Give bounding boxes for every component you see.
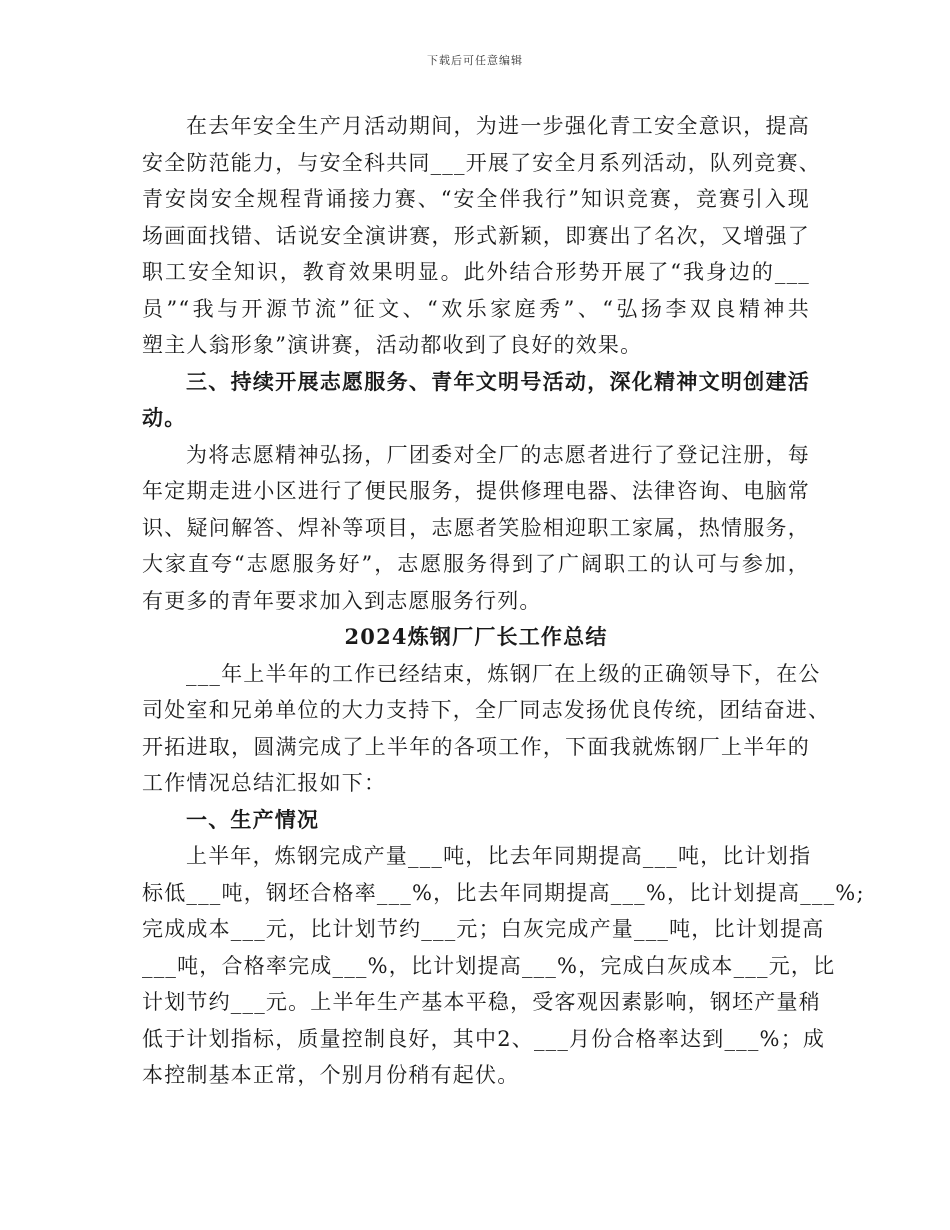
- section-heading-volunteer: [142, 364, 810, 437]
- text-line: ___吨，合格率完成___%，比计划提高___%，完成白灰成本___元，比: [142, 953, 836, 978]
- text-line: 青安岗安全规程背诵接力赛、“安全伴我行”知识竞赛，竞赛引入现: [142, 187, 810, 211]
- text-line: 在去年安全生产月活动期间，为进一步强化青工安全意识，提高: [186, 114, 810, 138]
- heading-line: 一、生产情况: [186, 806, 320, 832]
- text-line: 本控制基本正常，个别月份稍有起伏。: [142, 1063, 520, 1087]
- text-line: 塑主人翁形象”演讲赛，活动都收到了良好的效果。: [142, 333, 643, 357]
- text-line: 年定期走进小区进行了便民服务，提供修理电器、法律咨询、电脑常: [142, 479, 810, 503]
- text-line: 司处室和兄弟单位的大力支持下，全厂同志发扬优良传统，团结奋进、: [142, 698, 831, 722]
- text-line: 大家直夸“志愿服务好”，志愿服务得到了广阔职工的认可与参加，: [142, 552, 810, 576]
- heading-line: 动。: [142, 405, 187, 430]
- text-line: 为将志愿精神弘扬，厂团委对全厂的志愿者进行了登记注册，每: [186, 442, 810, 467]
- text-line: 低于计划指标，质量控制良好，其中2、___月份合格率达到___%；成: [142, 1026, 826, 1051]
- text-line: 员”“我与开源节流”征文、“欢乐家庭秀”、“弘扬李双良精神共: [142, 296, 810, 321]
- document-body: [142, 108, 865, 1094]
- text-line: 开拓进取，圆满完成了上半年的各项工作，下面我就炼钢厂上半年的: [142, 734, 810, 759]
- section-heading-production: [142, 802, 810, 839]
- text-line: ___年上半年的工作已经结束，炼钢厂在上级的正确领导下，在公: [186, 661, 821, 686]
- paragraph-safety-month: [142, 108, 821, 364]
- heading-line: 三、持续开展志愿服务、青年文明号活动，深化精神文明创建活: [186, 368, 810, 394]
- paragraph-intro: [142, 656, 831, 802]
- text-line: 标低___吨，钢坯合格率___%，比去年同期提高___%，比计划提高___%;: [142, 880, 865, 905]
- text-line: 上半年，炼钢完成产量___吨，比去年同期提高___吨，比计划指: [186, 844, 812, 868]
- text-line: 工作情况总结汇报如下：: [142, 771, 387, 795]
- text-line: 安全防范能力，与安全科共同___开展了安全月系列活动，队列竞赛、: [142, 150, 821, 175]
- document-title: [142, 619, 810, 656]
- text-line: 识、疑问解答、焊补等项目，志愿者笑脸相迎职工家属，热情服务，: [142, 515, 810, 540]
- title-line: 2024炼钢厂厂长工作总结: [344, 624, 608, 649]
- page-header-note: 下载后可任意编辑: [427, 54, 523, 67]
- text-line: 完成成本___元，比计划节约___元；白灰完成产量___吨，比计划提高: [142, 917, 825, 941]
- paragraph-volunteer: [142, 437, 810, 620]
- text-line: 计划节约___元。上半年生产基本平稳，受客观因素影响，钢坯产量稍: [142, 990, 821, 1014]
- text-line: 有更多的青年要求加入到志愿服务行列。: [142, 588, 542, 613]
- text-line: 职工安全知识，教育效果明显。此外结合形势开展了“我身边的___: [142, 260, 810, 284]
- text-line: 场画面找错、话说安全演讲赛，形式新颖，即赛出了名次，又增强了: [142, 223, 810, 248]
- paragraph-production: [142, 838, 865, 1094]
